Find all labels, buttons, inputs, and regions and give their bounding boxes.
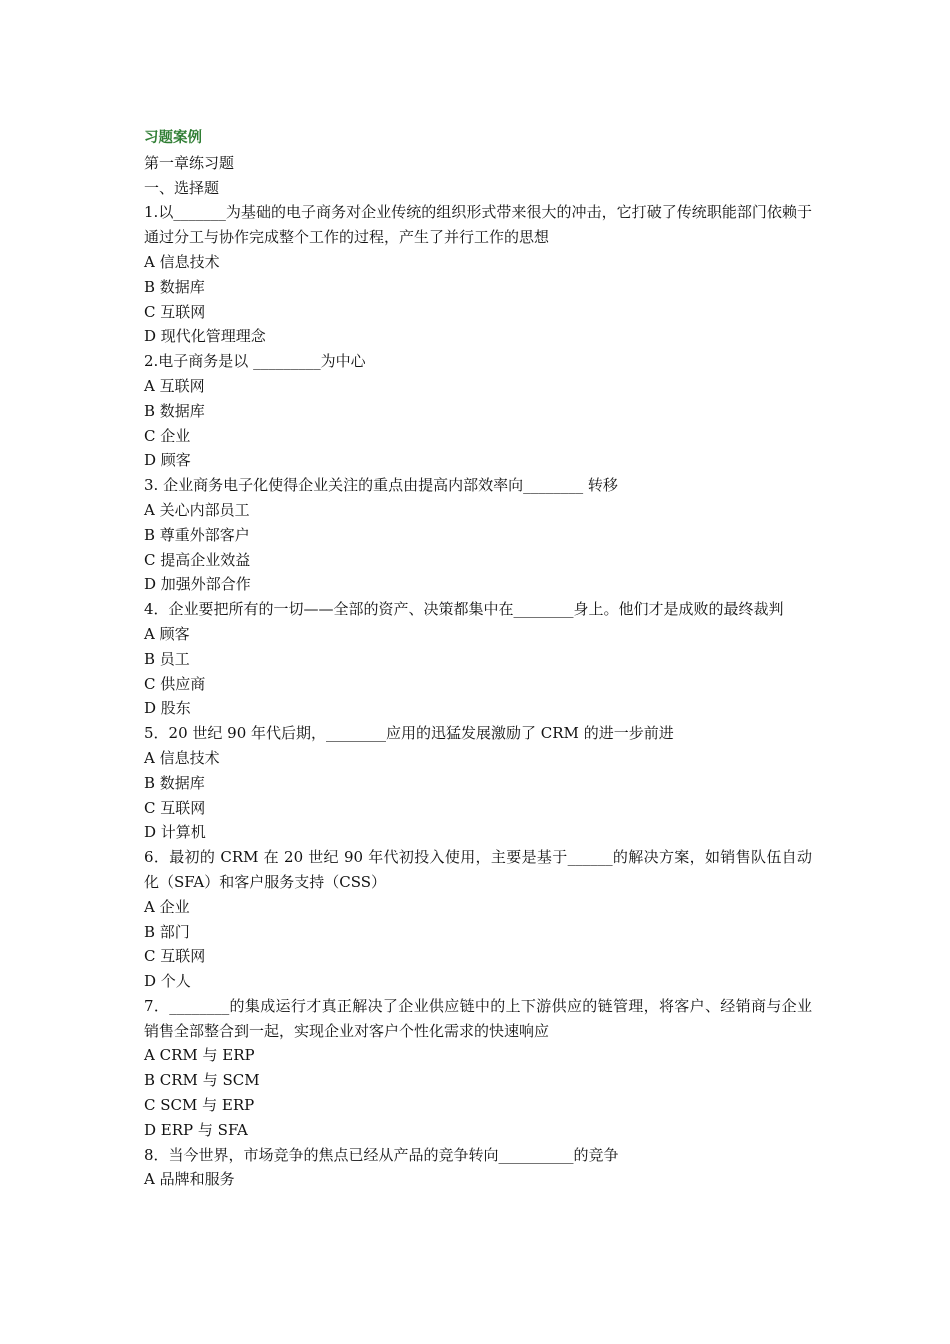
question-2 [144,349,812,473]
option-c: C 提高企业效益 [144,550,251,569]
option-c: C SCM 与 ERP [144,1096,255,1115]
question-5 [144,721,812,845]
option-c: C 互联网 [144,302,206,321]
question-text: 7．________的集成运行才真正解决了企业供应链中的上下游供应的链管理，将客户、经销商与企业销售全部整合到一起，实现企业对客户个性化需求的快速响应 [144,996,812,1040]
option-d: D 加强外部合作 [144,575,251,594]
question-text: 2.电子商务是以 _________为中心 [144,352,366,371]
question-7 [144,994,812,1143]
option-a: A 企业 [144,897,190,916]
document-body [144,126,812,1192]
section-title: 一、选择题 [144,178,220,197]
option-a: A 互联网 [144,376,205,395]
option-d: D 顾客 [144,451,191,470]
option-b: B 部门 [144,922,190,941]
option-a: A 品牌和服务 [144,1170,235,1189]
question-8 [144,1143,812,1193]
option-b: B 尊重外部客户 [144,525,250,544]
question-1 [144,200,812,349]
option-c: C 企业 [144,426,191,445]
question-text: 5．20 世纪 90 年代后期，________应用的迅猛发展激励了 CRM 的进一步前进 [144,724,674,743]
chapter-title: 第一章练习题 [144,153,235,172]
option-a: A CRM 与 ERP [144,1046,255,1065]
option-d: D 计算机 [144,823,206,842]
option-a: A 信息技术 [144,748,220,767]
option-d: D ERP 与 SFA [144,1120,248,1139]
option-c: C 供应商 [144,674,206,693]
option-b: B 数据库 [144,401,205,420]
question-text: 3. 企业商务电子化使得企业关注的重点由提高内部效率向________ 转移 [144,476,618,495]
question-3 [144,473,812,597]
option-b: B 员工 [144,649,190,668]
option-d: D 股东 [144,699,191,718]
question-4 [144,597,812,721]
question-text: 4．企业要把所有的一切——全部的资产、决策都集中在________身上。他们才是成败的最终裁判 [144,600,784,619]
option-c: C 互联网 [144,947,206,966]
option-a: A 顾客 [144,624,190,643]
option-a: A 信息技术 [144,252,220,271]
option-b: B 数据库 [144,773,205,792]
question-6 [144,845,812,994]
option-c: C 互联网 [144,798,206,817]
question-text: 1.以_______为基础的电子商务对企业传统的组织形式带来很大的冲击，它打破了传统职能部门依赖于通过分工与协作完成整个工作的过程，产生了并行工作的思想 [144,203,812,247]
option-b: B CRM 与 SCM [144,1071,260,1090]
page-heading: 习题案例 [144,130,202,146]
question-text: 8．当今世界，市场竞争的焦点已经从产品的竞争转向__________的竞争 [144,1145,619,1164]
option-d: D 个人 [144,972,191,991]
option-b: B 数据库 [144,277,205,296]
option-d: D 现代化管理理念 [144,327,266,346]
option-a: A 关心内部员工 [144,500,250,519]
question-text: 6．最初的 CRM 在 20 世纪 90 年代初投入使用，主要是基于______的解决方案，如销售队伍自动化（SFA）和客户服务支持（CSS） [144,848,812,891]
